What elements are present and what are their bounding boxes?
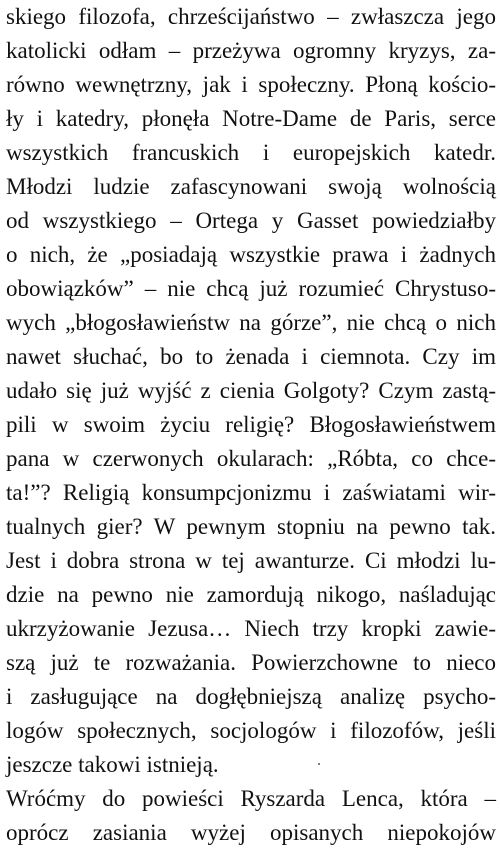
text-line: nawet słuchać, bo to żenada i ciemnota. Czy im	[6, 344, 496, 369]
text-line: ły i katedry, płonęła Notre-Dame de Paris, serce	[6, 106, 496, 131]
text-line: pana w czerwonych okularach: „Róbta, co chce-	[6, 446, 496, 471]
text-line: dzie na pewno nie zamordują nikogo, naśladując	[6, 582, 496, 607]
text-line: o nich, że „posiadają wszystkie prawa i żadnych	[6, 242, 496, 267]
text-line: Wróćmy do powieści Ryszarda Lenca, która –	[6, 786, 496, 811]
text-line: ukrzyżowanie Jezusa… Niech trzy kropki zawie-	[6, 616, 496, 641]
text-line: udało się już wyjść z cienia Golgoty? Czym zastą-	[6, 378, 496, 403]
text-line: Jest i dobra strona w tej awanturze. Ci młodzi lu-	[6, 548, 496, 573]
text-line: katolicki odłam – przeżywa ogromny kryzys, za-	[6, 38, 496, 63]
text-line: pili w swoim życiu religię? Błogosławieństwem	[6, 412, 496, 437]
text-line: wych „błogosławieństw na górze”, nie chcą o nich	[6, 310, 496, 335]
text-line: szą już te rozważania. Powierzchowne to nieco	[6, 650, 496, 675]
text-line: tualnych gier? W pewnym stopniu na pewno tak.	[6, 514, 496, 539]
text-line: oprócz zasiania wyżej opisanych niepokojów	[6, 820, 496, 845]
scan-speck	[318, 763, 320, 765]
text-line: Młodzi ludzie zafascynowani swoją wolnością	[6, 174, 496, 199]
text-line: logów społecznych, socjologów i filozofów, jeśli	[6, 718, 496, 743]
text-line: wszystkich francuskich i europejskich katedr.	[6, 140, 496, 165]
text-line: ta!”? Religią konsumpcjonizmu i zaświatami wir-	[6, 480, 496, 505]
text-line: obowiązków” – nie chcą już rozumieć Chrystuso-	[6, 276, 496, 301]
text-line: i zasługujące na dogłębniejszą analizę psycho-	[6, 684, 496, 709]
text-line: od wszystkiego – Ortega y Gasset powiedziałby	[6, 208, 496, 233]
text-line-paragraph-end: jeszcze takowi istnieją.	[6, 752, 219, 777]
text-line: skiego filozofa, chrześcijaństwo – zwłaszcza jego	[6, 4, 496, 29]
text-line: równo wewnętrzny, jak i społeczny. Płoną kościo-	[6, 72, 496, 97]
